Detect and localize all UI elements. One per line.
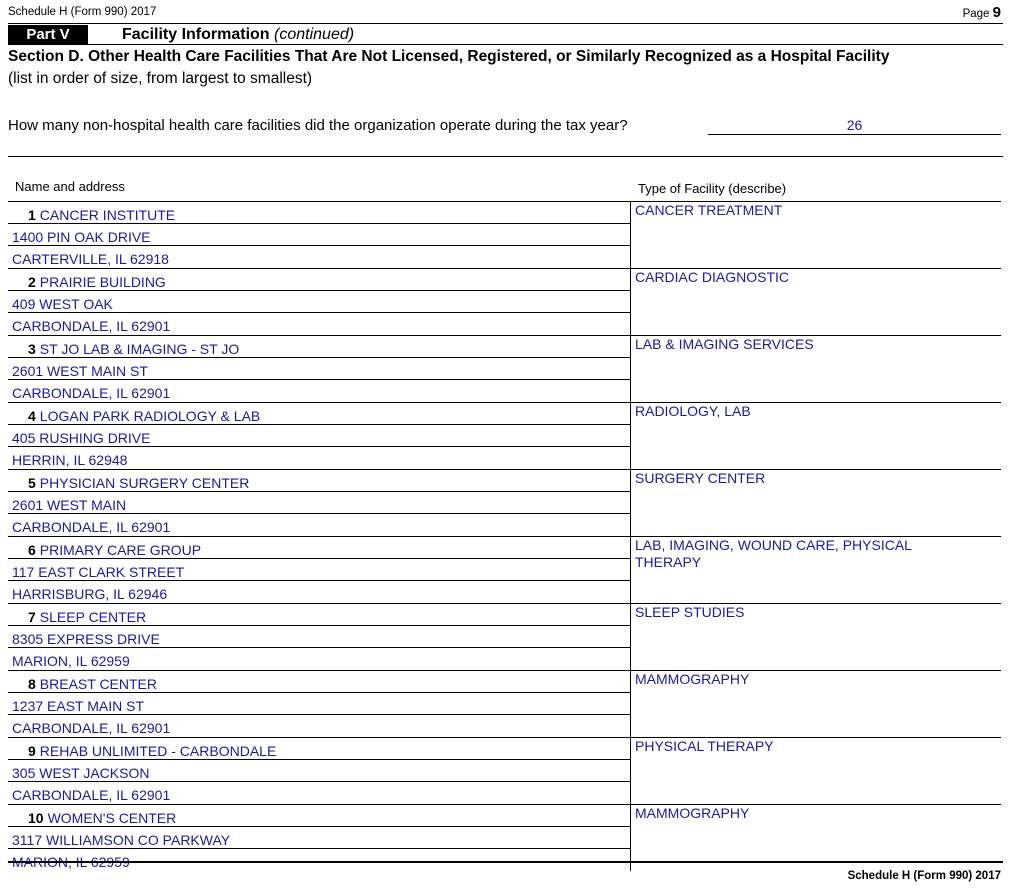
facility-city-line — [8, 782, 630, 804]
form-name-header: Schedule H (Form 990) 2017 — [8, 6, 157, 18]
facility-type: SURGERY CENTER — [635, 470, 766, 486]
facility-name-line — [8, 805, 630, 827]
facility-address-line — [8, 425, 630, 447]
page-number: 9 — [992, 4, 1001, 21]
column-header-name: Name and address — [15, 179, 125, 194]
column-header-type: Type of Facility (describe) — [638, 181, 787, 196]
column-divider — [630, 604, 631, 670]
column-divider — [630, 269, 631, 335]
facility-row — [8, 603, 1001, 670]
facility-name: CANCER INSTITUTE — [39, 207, 176, 223]
facility-name-line — [8, 537, 630, 559]
facility-city-state-zip: CARTERVILLE, IL 62918 — [12, 251, 169, 267]
facility-number: 3 — [28, 341, 36, 357]
section-subtitle: (list in order of size, from largest to smallest) — [8, 70, 313, 87]
facility-name: ST JO LAB & IMAGING - ST JO — [39, 341, 240, 357]
facility-street-address: 409 WEST OAK — [12, 296, 113, 312]
facility-name-line — [8, 403, 630, 425]
facility-street-address: 305 WEST JACKSON — [12, 765, 150, 781]
facility-city-line — [8, 380, 630, 402]
facility-address-line — [8, 760, 630, 782]
facility-city-line — [8, 648, 630, 670]
facility-street-address: 2601 WEST MAIN ST — [12, 363, 148, 379]
facility-name: REHAB UNLIMITED - CARBONDALE — [39, 743, 277, 759]
facility-city-state-zip: CARBONDALE, IL 62901 — [12, 720, 171, 736]
facility-row — [8, 737, 1001, 804]
column-divider — [630, 403, 631, 469]
facility-city-line — [8, 581, 630, 603]
part-label: Part V — [8, 25, 88, 44]
facility-name-line — [8, 738, 630, 760]
facility-type: CARDIAC DIAGNOSTIC — [635, 269, 790, 285]
facility-row — [8, 670, 1001, 737]
facility-row — [8, 469, 1001, 536]
column-divider — [630, 537, 631, 603]
facility-street-address: 405 RUSHING DRIVE — [12, 430, 151, 446]
part-title-text: Facility Information — [122, 26, 270, 43]
facility-number: 7 — [28, 609, 36, 625]
facility-name-line — [8, 470, 630, 492]
facility-name-line — [8, 269, 630, 291]
form-name-footer: Schedule H (Form 990) 2017 — [847, 870, 1001, 882]
facility-street-address: 8305 EXPRESS DRIVE — [12, 631, 160, 647]
facility-address-line — [8, 291, 630, 313]
facility-address-line — [8, 224, 630, 246]
facility-name-line — [8, 202, 630, 224]
facility-name: WOMEN'S CENTER — [47, 810, 177, 826]
facility-type: RADIOLOGY, LAB — [635, 403, 751, 419]
facility-city-state-zip: CARBONDALE, IL 62901 — [12, 385, 171, 401]
facility-address-line — [8, 827, 630, 849]
facility-street-address: 2601 WEST MAIN — [12, 497, 127, 513]
facility-number: 8 — [28, 676, 36, 692]
facility-city-state-zip: CARBONDALE, IL 62901 — [12, 318, 171, 334]
facility-street-address: 3117 WILLIAMSON CO PARKWAY — [12, 832, 231, 848]
facility-street-address: 1400 PIN OAK DRIVE — [12, 229, 151, 245]
facility-name: BREAST CENTER — [39, 676, 158, 692]
facility-row — [8, 536, 1001, 603]
facility-city-state-zip: MARION, IL 62959 — [12, 854, 130, 870]
facility-address-line — [8, 559, 630, 581]
facility-city-state-zip: CARBONDALE, IL 62901 — [12, 519, 171, 535]
facility-count-answer: 26 — [846, 117, 863, 133]
facility-name-line — [8, 604, 630, 626]
facility-city-line — [8, 313, 630, 335]
facility-type: LAB & IMAGING SERVICES — [635, 336, 814, 352]
facility-name-line — [8, 336, 630, 358]
facility-city-line — [8, 849, 630, 871]
column-divider — [630, 671, 631, 737]
facility-row — [8, 402, 1001, 469]
question-rule — [8, 156, 1003, 157]
facility-number: 5 — [28, 475, 36, 491]
page-indicator — [963, 4, 1001, 21]
facility-name: SLEEP CENTER — [39, 609, 147, 625]
facility-type: MAMMOGRAPHY — [635, 671, 750, 687]
facility-number: 6 — [28, 542, 36, 558]
facility-name: LOGAN PARK RADIOLOGY & LAB — [39, 408, 261, 424]
part-title-suffix: (continued) — [274, 26, 355, 43]
facility-name: PRAIRIE BUILDING — [39, 274, 166, 290]
facility-city-line — [8, 514, 630, 536]
facility-type: LAB, IMAGING, WOUND CARE, PHYSICAL THERAPY — [635, 537, 912, 570]
facility-row — [8, 201, 1001, 268]
facility-row — [8, 335, 1001, 402]
facility-type: CANCER TREATMENT — [635, 202, 783, 218]
part-title — [122, 25, 354, 44]
facility-city-state-zip: MARION, IL 62959 — [12, 653, 130, 669]
facility-count-question: How many non-hospital health care facilities did the organization operate during the tax year? — [8, 117, 628, 134]
facility-city-line — [8, 246, 630, 268]
column-divider — [630, 470, 631, 536]
facility-city-state-zip: HERRIN, IL 62948 — [12, 452, 128, 468]
facility-number: 2 — [28, 274, 36, 290]
part-rule — [8, 44, 1003, 45]
facility-city-state-zip: HARRISBURG, IL 62946 — [12, 586, 168, 602]
section-title: Section D. Other Health Care Facilities That Are Not Licensed, Registered, or Similarly Recognized as a Hospital Facility — [8, 48, 890, 65]
facility-name: PRIMARY CARE GROUP — [39, 542, 202, 558]
column-divider — [630, 738, 631, 804]
facility-address-line — [8, 492, 630, 514]
facility-street-address: 1237 EAST MAIN ST — [12, 698, 145, 714]
page-label: Page — [962, 8, 990, 20]
facility-city-line — [8, 447, 630, 469]
facilities-table — [8, 201, 1001, 871]
facility-city-state-zip: CARBONDALE, IL 62901 — [12, 787, 171, 803]
facility-number: 10 — [28, 810, 44, 826]
facility-street-address: 117 EAST CLARK STREET — [12, 564, 185, 580]
facility-number: 1 — [28, 207, 36, 223]
footer-rule — [8, 861, 1003, 863]
facility-type: MAMMOGRAPHY — [635, 805, 750, 821]
answer-underline — [708, 134, 1001, 135]
column-divider — [630, 202, 631, 268]
facility-type: PHYSICAL THERAPY — [635, 738, 774, 754]
facility-row — [8, 268, 1001, 335]
facility-address-line — [8, 693, 630, 715]
facility-address-line — [8, 358, 630, 380]
facility-type: SLEEP STUDIES — [635, 604, 745, 620]
facility-name-line — [8, 671, 630, 693]
facility-name: PHYSICIAN SURGERY CENTER — [39, 475, 250, 491]
header-rule — [8, 23, 1003, 24]
facility-number: 4 — [28, 408, 36, 424]
facility-number: 9 — [28, 743, 36, 759]
column-divider — [630, 336, 631, 402]
facility-city-line — [8, 715, 630, 737]
facility-address-line — [8, 626, 630, 648]
